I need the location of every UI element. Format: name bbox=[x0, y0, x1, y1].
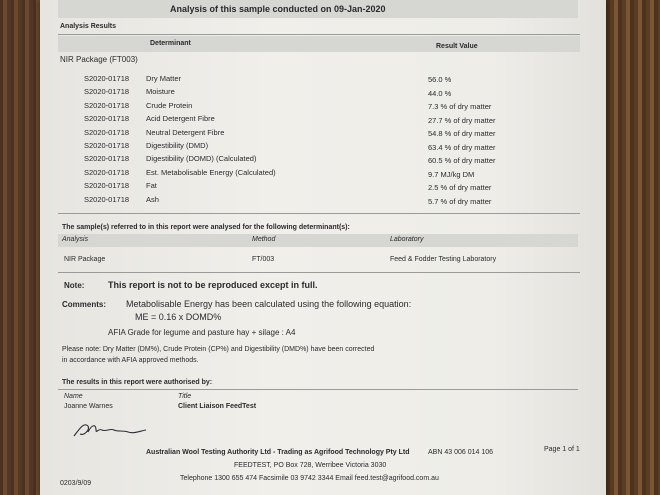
table-row bbox=[40, 72, 606, 85]
comments-line-1: Metabolisable Energy has been calculated using the following equation: bbox=[126, 299, 412, 309]
col-determinant: Determinant bbox=[150, 40, 191, 47]
result-value: 54.8 % of dry matter bbox=[428, 129, 496, 139]
determinant-name: Ash bbox=[146, 194, 159, 204]
result-value: 9.7 MJ/kg DM bbox=[428, 169, 475, 179]
sample-id: S2020-01718 bbox=[84, 194, 130, 204]
package-label: NIR Package (FT003) bbox=[60, 55, 138, 64]
determinant-name: Dry Matter bbox=[146, 74, 182, 83]
determinant-name: Est. Metabolisable Energy (Calculated) bbox=[146, 167, 276, 177]
table-row bbox=[40, 166, 606, 179]
footer-contact: Telephone 1300 655 474 Facsimile 03 9742 3344 Email feed.test@agrifood.com.au bbox=[180, 475, 439, 482]
footer-abn: ABN 43 006 014 106 bbox=[428, 449, 493, 456]
col-method: Method bbox=[252, 236, 276, 243]
footer-address: FEEDTEST, PO Box 728, Werribee Victoria 3030 bbox=[234, 462, 387, 469]
result-value: 63.4 % of dry matter bbox=[428, 142, 496, 152]
authoriser-title: Client Liaison FeedTest bbox=[178, 403, 257, 410]
col-laboratory: Laboratory bbox=[390, 236, 424, 243]
wood-background-right bbox=[598, 0, 660, 495]
result-value: 60.5 % of dry matter bbox=[428, 156, 496, 166]
table-row bbox=[40, 139, 606, 152]
sample-id: S2020-01718 bbox=[84, 74, 130, 83]
note-label: Note: bbox=[64, 281, 85, 290]
method-code: FT/003 bbox=[252, 256, 275, 263]
results-header-band bbox=[58, 36, 580, 52]
section-label: Analysis Results bbox=[60, 23, 117, 30]
determinant-name: Crude Protein bbox=[146, 100, 193, 110]
table-row bbox=[40, 193, 606, 206]
authoriser-name: Joanne Warnes bbox=[64, 403, 113, 410]
determinant-name: Neutral Detergent Fibre bbox=[146, 127, 225, 137]
please-note-line-1: Please note: Dry Matter (DM%), Crude Protein (CP%) and Digestibility (DMD%) have been corrected bbox=[62, 346, 375, 353]
note-text: This report is not to be reproduced except in full. bbox=[108, 280, 318, 290]
col-name: Name bbox=[64, 393, 83, 400]
report-page bbox=[40, 0, 606, 495]
result-value: 56.0 % bbox=[428, 75, 452, 84]
col-result: Result Value bbox=[436, 43, 478, 50]
method-laboratory: Feed & Fodder Testing Laboratory bbox=[390, 256, 497, 263]
determinant-name: Digestibility (DOMD) (Calculated) bbox=[146, 154, 257, 164]
authorised-heading: The results in this report were authorised by: bbox=[62, 379, 213, 386]
table-row bbox=[40, 152, 606, 165]
result-value: 27.7 % of dry matter bbox=[428, 115, 496, 125]
determinant-name: Acid Detergent Fibre bbox=[146, 114, 215, 124]
sample-id: S2020-01718 bbox=[84, 114, 130, 124]
methods-heading: The sample(s) referred to in this report were analysed for the following determinant(s): bbox=[62, 224, 350, 231]
table-row bbox=[40, 85, 606, 98]
comments-line-3: AFIA Grade for legume and pasture hay + silage : A4 bbox=[108, 328, 296, 337]
form-code: 0203/9/09 bbox=[60, 480, 92, 487]
determinant-name: Moisture bbox=[146, 87, 175, 97]
determinant-name: Fat bbox=[146, 181, 157, 191]
sample-id: S2020-01718 bbox=[84, 154, 130, 164]
result-value: 2.5 % of dry matter bbox=[428, 183, 492, 193]
result-value: 7.3 % of dry matter bbox=[428, 102, 492, 112]
table-row bbox=[40, 99, 606, 112]
methods-header-band bbox=[58, 234, 578, 247]
col-analysis: Analysis bbox=[62, 236, 89, 243]
result-value: 44.0 % bbox=[428, 88, 452, 98]
divider bbox=[58, 213, 580, 214]
footer-company: Australian Wool Testing Authority Ltd - Trading as Agrifood Technology Pty Ltd bbox=[146, 449, 410, 456]
determinant-name: Digestibility (DMD) bbox=[146, 141, 209, 150]
table-row bbox=[40, 179, 606, 192]
sample-id: S2020-01718 bbox=[84, 181, 130, 191]
page-number: Page 1 of 1 bbox=[544, 446, 580, 453]
result-value: 5.7 % of dry matter bbox=[428, 196, 492, 206]
sample-id: S2020-01718 bbox=[84, 127, 130, 137]
please-note-line-2: in accordance with AFIA approved methods. bbox=[62, 357, 199, 364]
comments-label: Comments: bbox=[62, 300, 107, 309]
page-title: Analysis of this sample conducted on 09-Jan-2020 bbox=[170, 4, 386, 14]
sample-id: S2020-01718 bbox=[84, 167, 130, 177]
col-title: Title bbox=[178, 393, 192, 400]
comments-line-2: ME = 0.16 x DOMD% bbox=[135, 312, 222, 322]
table-row bbox=[40, 126, 606, 139]
divider bbox=[58, 34, 580, 35]
divider bbox=[58, 389, 578, 390]
method-analysis: NIR Package bbox=[64, 256, 106, 263]
sample-id: S2020-01718 bbox=[84, 87, 130, 97]
sample-id: S2020-01718 bbox=[84, 100, 130, 110]
sample-id: S2020-01718 bbox=[84, 141, 130, 150]
divider bbox=[58, 272, 580, 273]
signature-image bbox=[70, 418, 150, 442]
table-row bbox=[40, 112, 606, 125]
